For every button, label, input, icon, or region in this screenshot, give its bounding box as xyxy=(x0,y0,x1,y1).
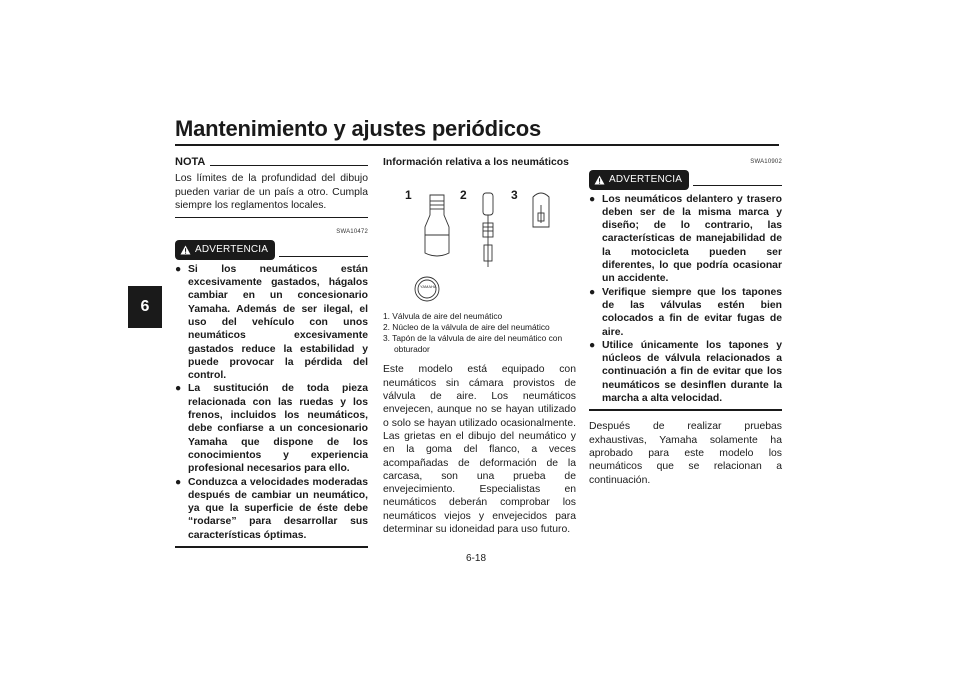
figure-label-2: 2 xyxy=(460,188,467,203)
warning-label: ADVERTENCIA xyxy=(195,244,269,256)
warning-end-rule xyxy=(175,546,368,548)
figure-captions xyxy=(383,311,576,354)
list-item: ● Utilice únicamente los tapones y núcleos de válvula relacionados a continuación a fin de evitar que los neumáticos se desinflen durante la marcha a alta velocidad. xyxy=(589,339,782,405)
warning-triangle-icon xyxy=(594,175,605,185)
warning-rule xyxy=(279,256,368,257)
list-item: ● Los neumáticos delantero y trasero deben ser de la misma marca y diseño; de lo contrario, las características de manejabilidad de la motocicleta pueden ser diferentes, lo que podría ocasionar un accidente. xyxy=(589,193,782,285)
list-item: ● Conduzca a velocidades moderadas después de cambiar un neumático, ya que la superficie de éste debe “rodarse” para desarrollar sus características óptimas. xyxy=(175,476,368,541)
tire-valve-illustration xyxy=(383,175,576,303)
warning-code: SWA10472 xyxy=(336,229,368,236)
warning-code: SWA10902 xyxy=(750,159,782,165)
list-item: ● Si los neumáticos están excesivamente gastados, hágalos cambiar en un concesionario Yamaha. Además de ser ilegal, el uso del vehículo con unos neumáticos excesivamente gastados reduce la estabilidad y puede provocar la pérdida del control. xyxy=(175,263,368,382)
caption-item: 2. Núcleo de la válvula de aire del neumático xyxy=(383,322,550,333)
bullet-icon: ● xyxy=(175,383,182,395)
bullet-icon: ● xyxy=(589,286,596,298)
tire-info-paragraph: Este modelo está equipado con neumáticos sin cámara provistos de válvula de aire. Los neumáticos envejecen, aunque no se hayan utilizado o solo se hayan utilizado ocasionalmente. Las grietas en el dibujo del neumático y en la goma del flanco, a veces acompañadas de deformación de la carcasa, son una prueba de envejecimiento. Especialistas en neumáticos deberán comprobar los neumáticos viejos y envejecidos para determinar su idoneidad para uso futuro. xyxy=(383,364,576,536)
bullet-icon: ● xyxy=(175,263,182,275)
bullet-icon: ● xyxy=(589,339,596,351)
warning-header xyxy=(589,170,782,189)
caption-item: 1. Válvula de aire del neumático xyxy=(383,311,503,322)
warning-badge xyxy=(175,240,275,259)
middle-column xyxy=(383,156,576,536)
approved-tires-paragraph: Después de realizar pruebas exhaustivas, Yamaha solamente ha aprobado para este modelo los neumáticos que se relacionan a continuación. xyxy=(589,421,782,486)
warning-list xyxy=(589,193,782,406)
warning-rule xyxy=(693,185,782,186)
nota-end-rule xyxy=(175,217,368,218)
warning-badge xyxy=(589,170,689,189)
warning-label: ADVERTENCIA xyxy=(609,174,683,186)
nota-header xyxy=(175,156,368,169)
title-underline xyxy=(175,144,779,146)
warning-header xyxy=(175,240,368,259)
nota-label: NOTA xyxy=(175,156,206,168)
bullet-icon: ● xyxy=(175,476,182,488)
caption-item: 3. Tapón de la válvula de aire del neumático con obturador xyxy=(383,332,563,354)
valve-figure xyxy=(383,175,576,303)
bullet-icon: ● xyxy=(589,193,596,205)
right-column xyxy=(589,156,782,487)
page-number: 6-18 xyxy=(466,553,487,564)
figure-label-3: 3 xyxy=(511,188,518,203)
warning-end-rule xyxy=(589,409,782,411)
warning-triangle-icon xyxy=(180,245,191,255)
left-column xyxy=(175,156,368,548)
list-item: ● Verifique siempre que los tapones de las válvulas estén bien colocados a fin de evitar fugas de aire. xyxy=(589,286,782,338)
nota-text: Los límites de la profundidad del dibujo pueden variar de un país a otro. Cumpla siempre los reglamentos locales. xyxy=(175,173,368,211)
warning-list xyxy=(175,263,368,542)
figure-label-1: 1 xyxy=(405,188,412,203)
list-item: ● La sustitución de toda pieza relacionada con las ruedas y los frenos, incluidos los neumáticos, debe confiarse a un concesionario Yamaha que dispone de los conocimientos y experiencia profesional necesarios para ello. xyxy=(175,383,368,475)
section-heading: Información relativa a los neumáticos xyxy=(383,157,569,168)
nota-rule xyxy=(210,165,368,166)
svg-text:YAMAHA: YAMAHA xyxy=(420,284,437,290)
page-title: Mantenimiento y ajustes periódicos xyxy=(175,116,542,141)
chapter-tab: 6 xyxy=(128,286,162,328)
